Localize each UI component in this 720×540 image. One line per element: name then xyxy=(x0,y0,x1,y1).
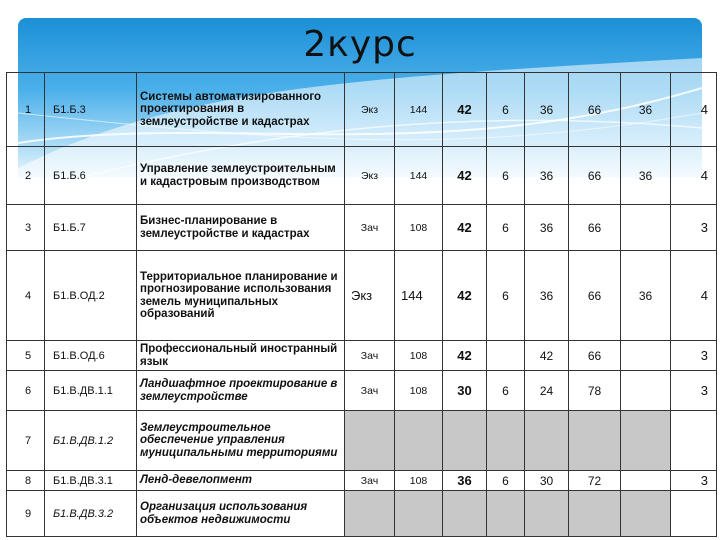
row-number: 9 xyxy=(7,491,45,537)
self-study-hours: 66 xyxy=(569,341,621,371)
lecture-hours: 6 xyxy=(487,371,525,411)
lecture-hours: 6 xyxy=(487,205,525,251)
self-study-hours: 72 xyxy=(569,471,621,491)
row-number: 7 xyxy=(7,411,45,471)
table-row xyxy=(7,471,717,491)
lecture-hours: 6 xyxy=(487,251,525,341)
credits: 3 xyxy=(671,371,717,411)
contact-hours: 42 xyxy=(443,341,487,371)
self-study-hours: 78 xyxy=(569,371,621,411)
control-hours xyxy=(621,205,671,251)
practice-hours: 36 xyxy=(525,205,569,251)
control-hours: 36 xyxy=(621,147,671,205)
contact-hours: 36 xyxy=(443,471,487,491)
discipline-code: Б1.В.ДВ.1.2 xyxy=(45,411,137,471)
control-hours: 36 xyxy=(621,251,671,341)
assessment-type: Экз xyxy=(345,147,395,205)
table-row xyxy=(7,411,717,471)
row-number: 2 xyxy=(7,147,45,205)
contact-hours: 42 xyxy=(443,73,487,147)
practice-hours xyxy=(525,411,569,471)
assessment-type: Зач xyxy=(345,205,395,251)
discipline-code: Б1.В.ДВ.3.2 xyxy=(45,491,137,537)
row-number: 8 xyxy=(7,471,45,491)
discipline-code: Б1.В.ДВ.3.1 xyxy=(45,471,137,491)
discipline-code: Б1.В.ДВ.1.1 xyxy=(45,371,137,411)
contact-hours: 42 xyxy=(443,251,487,341)
lecture-hours xyxy=(487,491,525,537)
total-hours xyxy=(395,411,443,471)
practice-hours: 42 xyxy=(525,341,569,371)
credits: 3 xyxy=(671,341,717,371)
credits: 4 xyxy=(671,251,717,341)
discipline-code: Б1.В.ОД.2 xyxy=(45,251,137,341)
total-hours: 144 xyxy=(395,73,443,147)
control-hours xyxy=(621,341,671,371)
row-number: 6 xyxy=(7,371,45,411)
control-hours xyxy=(621,491,671,537)
row-number: 5 xyxy=(7,341,45,371)
row-number: 4 xyxy=(7,251,45,341)
lecture-hours: 6 xyxy=(487,471,525,491)
total-hours: 144 xyxy=(395,147,443,205)
discipline-name: Профессиональный иностранный язык xyxy=(137,341,345,371)
practice-hours: 36 xyxy=(525,147,569,205)
practice-hours: 36 xyxy=(525,251,569,341)
discipline-name: Территориальное планирование и прогнозирование использования земель муниципальных образований xyxy=(137,251,345,341)
assessment-type: Экз xyxy=(345,251,395,341)
discipline-code: Б1.В.ОД.6 xyxy=(45,341,137,371)
discipline-name: Системы автоматизированного проектирования в землеустройстве и кадастрах xyxy=(137,73,345,147)
discipline-code: Б1.Б.6 xyxy=(45,147,137,205)
discipline-code: Б1.Б.7 xyxy=(45,205,137,251)
assessment-type: Зач xyxy=(345,371,395,411)
self-study-hours xyxy=(569,491,621,537)
self-study-hours: 66 xyxy=(569,147,621,205)
total-hours: 108 xyxy=(395,471,443,491)
contact-hours xyxy=(443,411,487,471)
contact-hours xyxy=(443,491,487,537)
lecture-hours xyxy=(487,341,525,371)
practice-hours xyxy=(525,491,569,537)
self-study-hours: 66 xyxy=(569,73,621,147)
assessment-type: Зач xyxy=(345,471,395,491)
total-hours: 108 xyxy=(395,205,443,251)
discipline-name: Ландшафтное проектирование в землеустройстве xyxy=(137,371,345,411)
credits: 3 xyxy=(671,471,717,491)
total-hours: 144 xyxy=(395,251,443,341)
discipline-name: Организация использования объектов недвижимости xyxy=(137,491,345,537)
lecture-hours: 6 xyxy=(487,73,525,147)
table-row xyxy=(7,251,717,341)
assessment-type xyxy=(345,411,395,471)
discipline-name: Ленд-девелопмент xyxy=(137,471,345,491)
table-row xyxy=(7,147,717,205)
row-number: 3 xyxy=(7,205,45,251)
discipline-name: Бизнес-планирование в землеустройстве и кадастрах xyxy=(137,205,345,251)
table-row xyxy=(7,341,717,371)
row-number: 1 xyxy=(7,73,45,147)
assessment-type xyxy=(345,491,395,537)
lecture-hours: 6 xyxy=(487,147,525,205)
practice-hours: 30 xyxy=(525,471,569,491)
discipline-name: Землеустроительное обеспечение управления муниципальными территориями xyxy=(137,411,345,471)
table-row xyxy=(7,73,717,147)
assessment-type: Экз xyxy=(345,73,395,147)
contact-hours: 42 xyxy=(443,147,487,205)
assessment-type: Зач xyxy=(345,341,395,371)
credits xyxy=(671,491,717,537)
contact-hours: 30 xyxy=(443,371,487,411)
table-row xyxy=(7,371,717,411)
practice-hours: 24 xyxy=(525,371,569,411)
curriculum-table xyxy=(6,72,717,537)
credits: 4 xyxy=(671,147,717,205)
total-hours: 108 xyxy=(395,341,443,371)
control-hours: 36 xyxy=(621,73,671,147)
contact-hours: 42 xyxy=(443,205,487,251)
control-hours xyxy=(621,411,671,471)
self-study-hours: 66 xyxy=(569,251,621,341)
credits: 4 xyxy=(671,73,717,147)
table-row xyxy=(7,205,717,251)
table-row xyxy=(7,491,717,537)
total-hours xyxy=(395,491,443,537)
credits: 3 xyxy=(671,205,717,251)
total-hours: 108 xyxy=(395,371,443,411)
control-hours xyxy=(621,471,671,491)
control-hours xyxy=(621,371,671,411)
practice-hours: 36 xyxy=(525,73,569,147)
self-study-hours xyxy=(569,411,621,471)
credits xyxy=(671,411,717,471)
discipline-name: Управление землеустроительным и кадастровым производством xyxy=(137,147,345,205)
discipline-code: Б1.Б.3 xyxy=(45,73,137,147)
lecture-hours xyxy=(487,411,525,471)
self-study-hours: 66 xyxy=(569,205,621,251)
slide-title: 2курс xyxy=(303,24,417,65)
